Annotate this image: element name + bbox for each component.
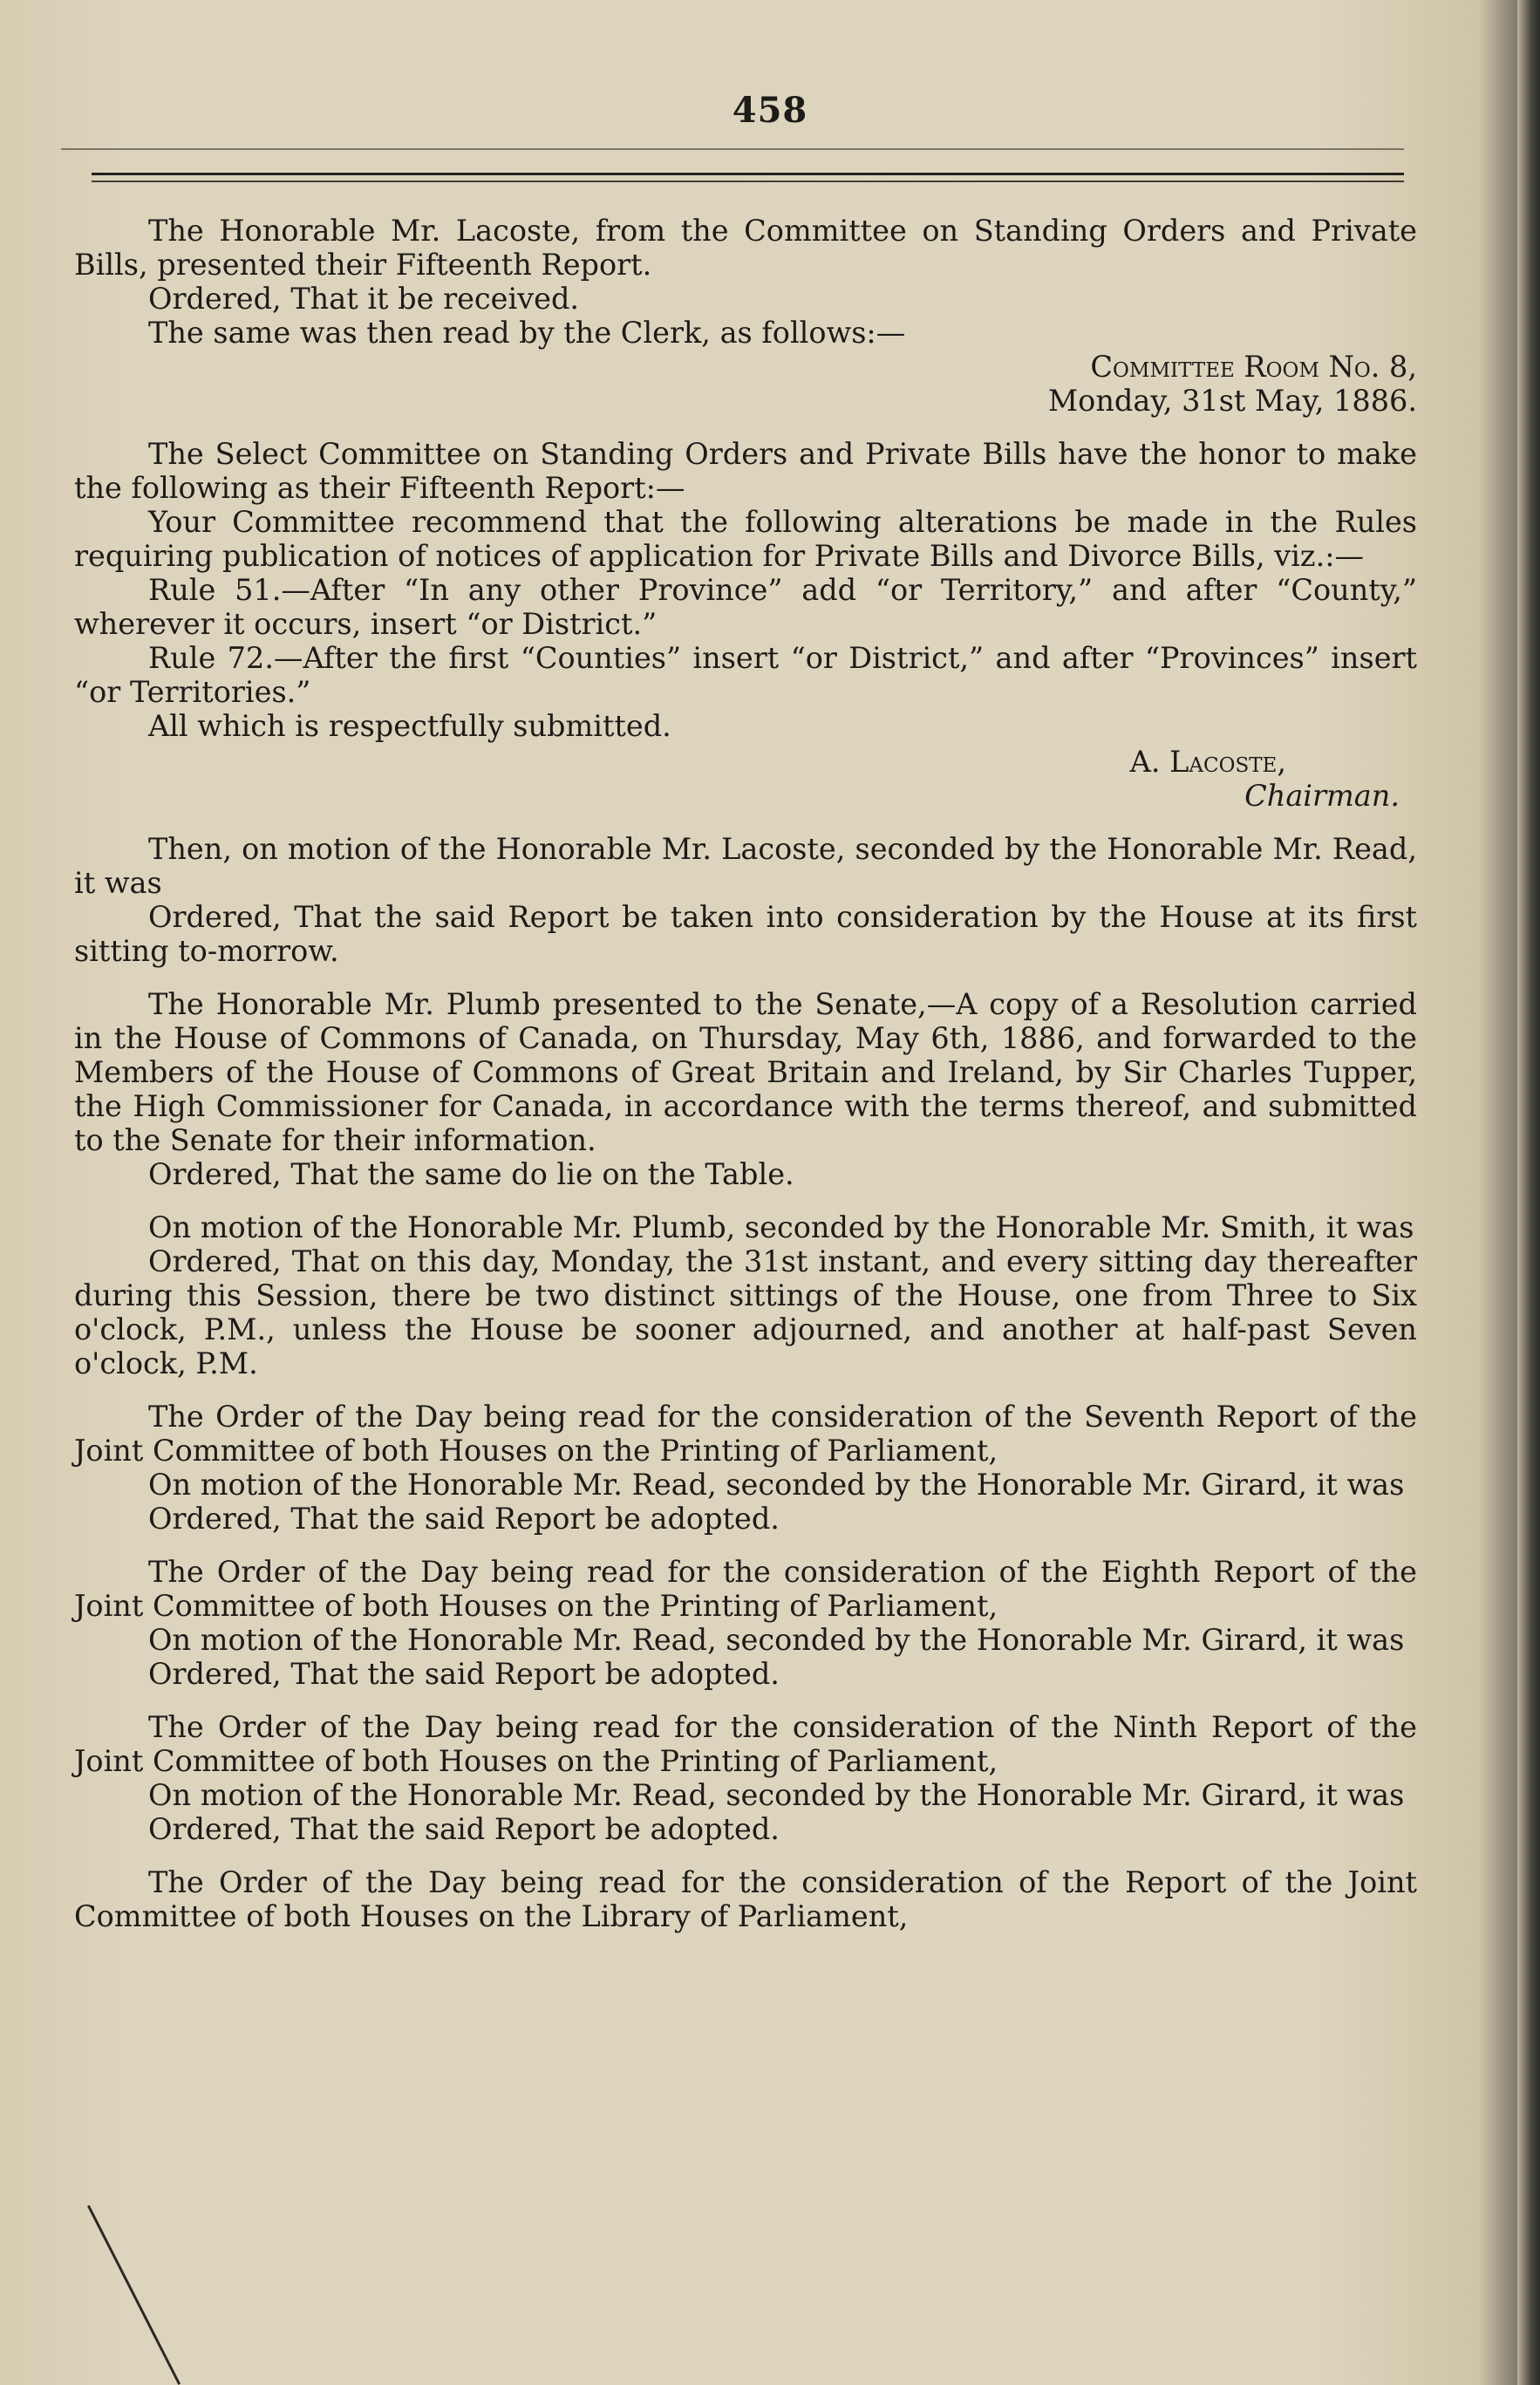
- paragraph: The Honorable Mr. Plumb presented to the Senate,—A copy of a Resolution carried in the House of Commons of Canada, on Thursday, May 6th, 1886, and forwarded to the Members of the House of Commons of Great Britain and Ireland, by Sir Charles Tupper, the High Commissioner for Canada, in accordance with the terms thereof, and submitted to the Senate for their information.: [74, 987, 1417, 1157]
- page-body: [74, 214, 1417, 1933]
- paragraph: Rule 51.—After “In any other Province” add “or Territory,” and after “County,” wherever it occurs, insert “or District.”: [74, 573, 1417, 641]
- paragraph: The Honorable Mr. Lacoste, from the Committee on Standing Orders and Private Bills, presented their Fifteenth Report.: [74, 214, 1417, 282]
- paragraph: Ordered, That the said Report be adopted.: [148, 1812, 780, 1846]
- pencil-mark: [87, 2205, 181, 2385]
- paragraph: The same was then read by the Clerk, as follows:—: [148, 316, 906, 350]
- paragraph: On motion of the Honorable Mr. Read, seconded by the Honorable Mr. Girard, it was: [148, 1778, 1405, 1812]
- paragraph: The Order of the Day being read for the consideration of the Seventh Report of the Joint Committee of both Houses on the Printing of Parliament,: [74, 1400, 1417, 1468]
- paragraph: On motion of the Honorable Mr. Read, seconded by the Honorable Mr. Girard, it was: [148, 1623, 1405, 1657]
- paragraph: On motion of the Honorable Mr. Read, seconded by the Honorable Mr. Girard, it was: [148, 1468, 1405, 1502]
- paragraph: Ordered, That it be received.: [148, 282, 580, 316]
- paragraph: The Select Committee on Standing Orders and Private Bills have the honor to make the following as their Fifteenth Report:—: [74, 437, 1417, 505]
- paragraph: Your Committee recommend that the following alterations be made in the Rules requiring publication of notices of application for Private Bills and Divorce Bills, viz.:—: [74, 505, 1417, 573]
- paragraph: The Order of the Day being read for the consideration of the Report of the Joint Committee of both Houses on the Library of Parliament,: [74, 1865, 1417, 1933]
- paragraph: A. Lacoste,: [1129, 745, 1286, 779]
- paragraph: All which is respectfully submitted.: [148, 709, 671, 743]
- header-rule-double: [92, 181, 1404, 182]
- header-rule-thin: [61, 148, 1404, 150]
- page-number: 458: [732, 90, 808, 131]
- page-edge-shadow: [1517, 0, 1540, 2385]
- paragraph: The Order of the Day being read for the consideration of the Ninth Report of the Joint Committee of both Houses on the Printing of Parliament,: [74, 1710, 1417, 1778]
- header-rule-thick: [92, 173, 1404, 175]
- paragraph: Committee Room No. 8,: [1090, 350, 1417, 384]
- paragraph: The Order of the Day being read for the consideration of the Eighth Report of the Joint Committee of both Houses on the Printing of Parliament,: [74, 1555, 1417, 1623]
- paragraph: Ordered, That the same do lie on the Table.: [148, 1157, 794, 1191]
- paragraph: Then, on motion of the Honorable Mr. Lacoste, seconded by the Honorable Mr. Read, it was: [74, 832, 1417, 900]
- paragraph: Ordered, That on this day, Monday, the 31st instant, and every sitting day thereafter during this Session, there be two distinct sittings of the House, one from Three to Six o'clock, P.M., unless the House be sooner adjourned, and another at half-past Seven o'clock, P.M.: [74, 1244, 1417, 1380]
- paragraph: Chairman.: [1244, 779, 1400, 813]
- paragraph: Ordered, That the said Report be adopted.: [148, 1657, 780, 1691]
- paragraph: Ordered, That the said Report be taken into consideration by the House at its first sitting to-morrow.: [74, 900, 1417, 968]
- paragraph: Monday, 31st May, 1886.: [1047, 384, 1417, 418]
- paragraph: On motion of the Honorable Mr. Plumb, seconded by the Honorable Mr. Smith, it was: [148, 1210, 1414, 1244]
- paragraph: Ordered, That the said Report be adopted.: [148, 1502, 780, 1536]
- paragraph: Rule 72.—After the first “Counties” insert “or District,” and after “Provinces” insert “or Territories.”: [74, 641, 1417, 709]
